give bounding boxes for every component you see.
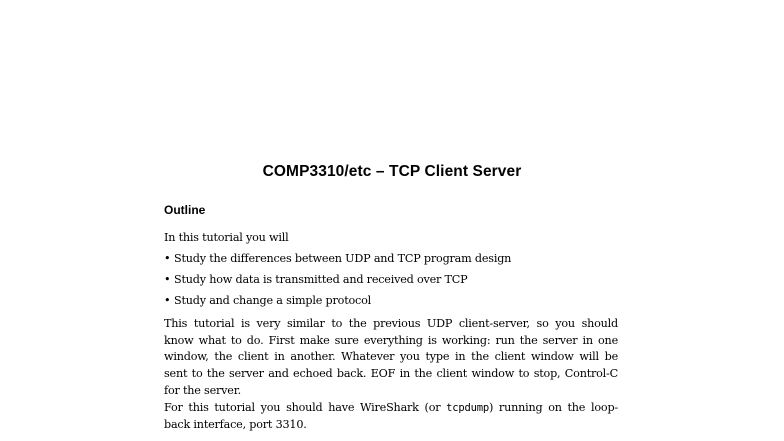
list-item <box>164 293 511 314</box>
paragraph-line: sent to the server and echoed back. EOF in the client window to stop, Control-C <box>164 367 618 381</box>
list-item-text: Study the differences between UDP and TCP program design <box>174 252 512 265</box>
intro-text: In this tutorial you will <box>164 231 289 244</box>
paragraph-line: This tutorial is very similar to the previous UDP client-server, so you should <box>164 317 618 330</box>
bullet-icon: • <box>164 273 171 286</box>
list-item <box>164 272 511 293</box>
list-item <box>164 251 511 272</box>
bullet-icon: • <box>164 294 171 307</box>
paragraph-line: back interface, port 3310. <box>164 417 307 431</box>
paragraph-wireshark <box>164 400 618 433</box>
list-item-text: Study how data is transmitted and received over TCP <box>174 273 468 286</box>
paragraph-line: window, the client in another. Whatever you type in the client window will be <box>164 350 618 364</box>
section-heading-outline: Outline <box>164 203 206 217</box>
bullet-icon: • <box>164 252 171 265</box>
bullet-list <box>164 251 511 314</box>
list-item-text: Study and change a simple protocol <box>174 294 372 307</box>
paragraph-line: know what to do. First make sure everything is working: run the server in one <box>164 333 618 347</box>
code-tcpdump: tcpdump <box>446 402 489 414</box>
paragraph-text: For this tutorial you should have WireShark (or <box>164 401 447 414</box>
paragraph-line: for the server. <box>164 383 241 397</box>
paragraph-line <box>164 400 618 417</box>
page-title: COMP3310/etc – TCP Client Server <box>262 163 522 180</box>
paragraph-overview <box>164 316 618 400</box>
paragraph-text: ) running on the loop- <box>489 401 618 414</box>
